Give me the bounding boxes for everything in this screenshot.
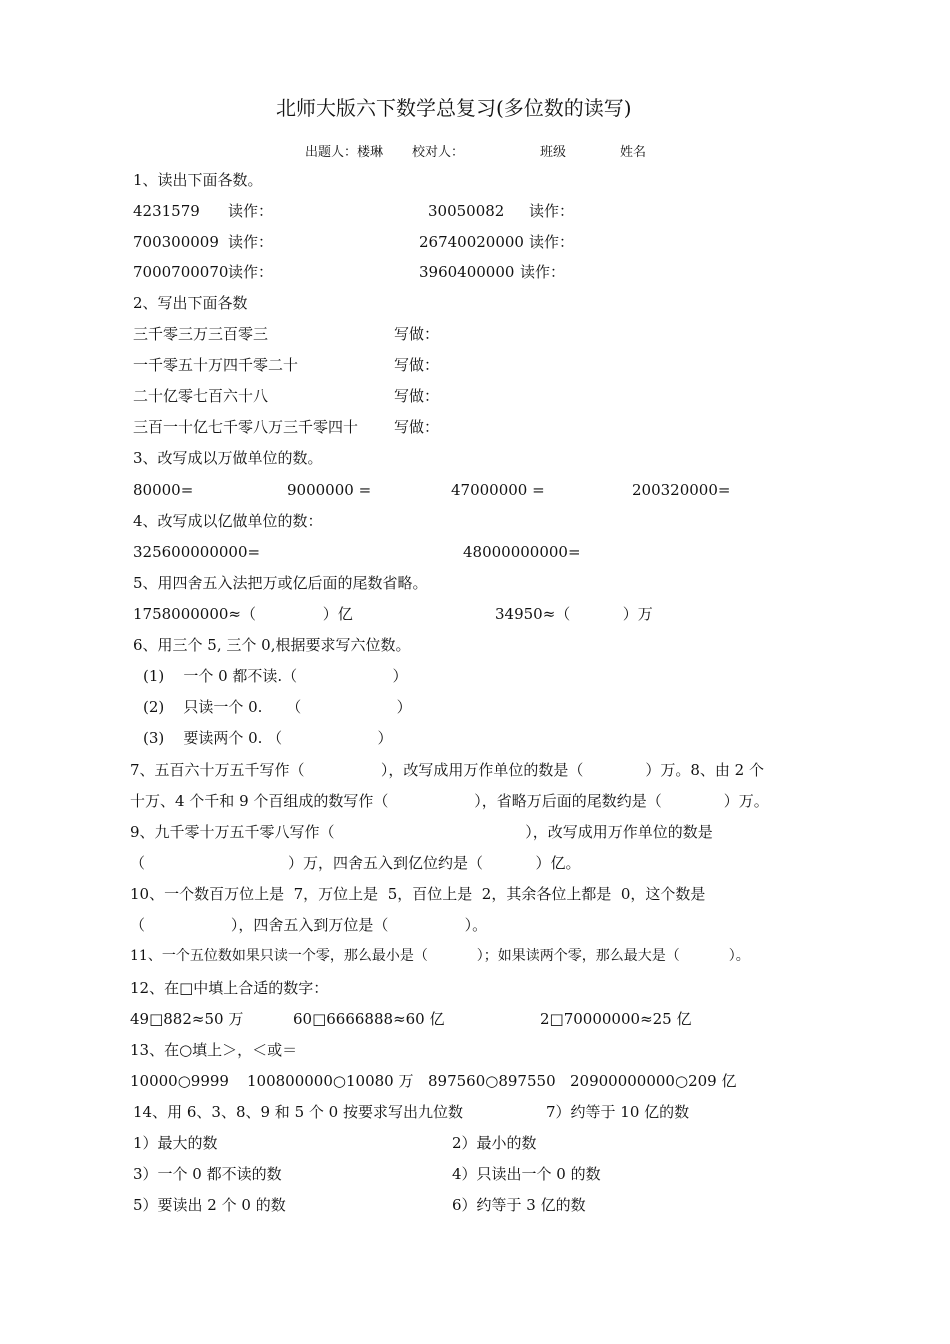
q14-item: 5）要读出 2 个 0 的数	[133, 1196, 286, 1214]
q14-item: 6）约等于 3 亿的数	[452, 1196, 586, 1214]
q9-line: 9、九千零十万五千零八写作（ ），改写成用万作单位的数是	[130, 823, 713, 841]
q7-line: 十万、4 个千和 9 个百组成的数写作（ ），省略万后面的尾数约是（ ）万。	[130, 792, 769, 810]
q4-item: 325600000000=	[133, 543, 261, 561]
q3-item: 9000000 =	[287, 481, 372, 499]
q3-item: 47000000 =	[451, 481, 545, 499]
q2-write-label: 写做：	[394, 418, 440, 436]
page-title: 北师大版六下数学总复习(多位数的读写)	[276, 96, 632, 120]
q4-heading: 4、改写成以亿做单位的数：	[133, 512, 323, 530]
q13-item: 100800000○10080 万	[247, 1072, 414, 1090]
q13-item: 20900000000○209 亿	[570, 1072, 737, 1090]
q1-number: 26740020000	[419, 233, 524, 251]
q1-read-label: 读作：	[228, 263, 274, 281]
q2-item: 三百一十亿七千零八万三千零四十	[133, 418, 359, 436]
q13-heading: 13、在○填上＞，＜或＝	[130, 1041, 298, 1059]
q1-number: 3960400000	[419, 263, 515, 281]
q3-item: 80000=	[133, 481, 194, 499]
q3-item: 200320000=	[632, 481, 731, 499]
q12-heading: 12、在□中填上合适的数字：	[130, 979, 329, 997]
q6-heading: 6、用三个 5, 三个 0,根据要求写六位数。	[133, 636, 411, 654]
q5-heading: 5、用四舍五入法把万或亿后面的尾数省略。	[133, 574, 428, 592]
q2-write-label: 写做：	[394, 356, 440, 374]
q14-item: 1）最大的数	[133, 1134, 218, 1152]
q7-line: 7、五百六十万五千写作（ ），改写成用万作单位的数是（ ）万。8、由 2 个	[130, 761, 764, 779]
q1-number: 30050082	[428, 202, 505, 220]
q14-item: 4）只读出一个 0 的数	[452, 1165, 601, 1183]
q2-item: 三千零三万三百零三	[133, 325, 269, 343]
q14-heading: 14、用 6、3、8、9 和 5 个 0 按要求写出九位数	[133, 1103, 463, 1121]
q2-write-label: 写做：	[394, 387, 440, 405]
q11-line: 11、一个五位数如果只读一个零，那么最小是（ ）；如果读两个零，那么最大是（ ）。	[130, 948, 750, 964]
q3-heading: 3、改写成以万做单位的数。	[133, 449, 323, 467]
q1-read-label: 读作：	[529, 233, 575, 251]
q12-item: 60□6666888≈60 亿	[293, 1010, 445, 1028]
checker-label: 校对人：	[412, 145, 465, 160]
q5-item: 34950≈（ ）万	[495, 605, 653, 623]
q14-item: 7）约等于 10 亿的数	[546, 1103, 690, 1121]
q2-heading: 2、写出下面各数	[133, 294, 248, 312]
q14-item: 3）一个 0 都不读的数	[133, 1165, 282, 1183]
q2-item: 一千零五十万四千零二十	[133, 356, 299, 374]
q1-read-label: 读作：	[529, 202, 575, 220]
q10-line: 10、一个数百万位上是 7，万位上是 5，百位上是 2，其余各位上都是 0，这个数是	[130, 885, 706, 903]
class-label: 班级	[540, 145, 567, 160]
q12-item: 2□70000000≈25 亿	[540, 1010, 692, 1028]
q1-heading: 1、读出下面各数。	[133, 171, 263, 189]
q6-item: (2) 只读一个 0. （ ）	[143, 698, 412, 716]
name-label: 姓名	[620, 145, 647, 160]
q4-item: 48000000000=	[463, 543, 581, 561]
q6-item: (1) 一个 0 都不读.（ ）	[143, 667, 408, 685]
q5-item: 1758000000≈（ ）亿	[133, 605, 353, 623]
q10-line: （ ），四舍五入到万位是（ ）。	[130, 916, 488, 934]
q2-write-label: 写做：	[394, 325, 440, 343]
q1-number: 7000700070	[133, 263, 229, 281]
q9-line: （ ）万，四舍五入到亿位约是（ ）亿。	[130, 854, 581, 872]
q13-item: 10000○9999	[130, 1072, 229, 1090]
q2-item: 二十亿零七百六十八	[133, 387, 269, 405]
q1-number: 4231579	[133, 202, 200, 220]
q12-item: 49□882≈50 万	[130, 1010, 244, 1028]
author-label: 出题人：楼琳	[305, 145, 384, 160]
q13-item: 897560○897550	[428, 1072, 556, 1090]
q6-item: (3) 要读两个 0. （ ）	[143, 729, 393, 747]
q1-read-label: 读作：	[228, 202, 274, 220]
q1-read-label: 读作：	[520, 263, 566, 281]
q1-read-label: 读作：	[228, 233, 274, 251]
q1-number: 700300009	[133, 233, 219, 251]
q14-item: 2）最小的数	[452, 1134, 537, 1152]
